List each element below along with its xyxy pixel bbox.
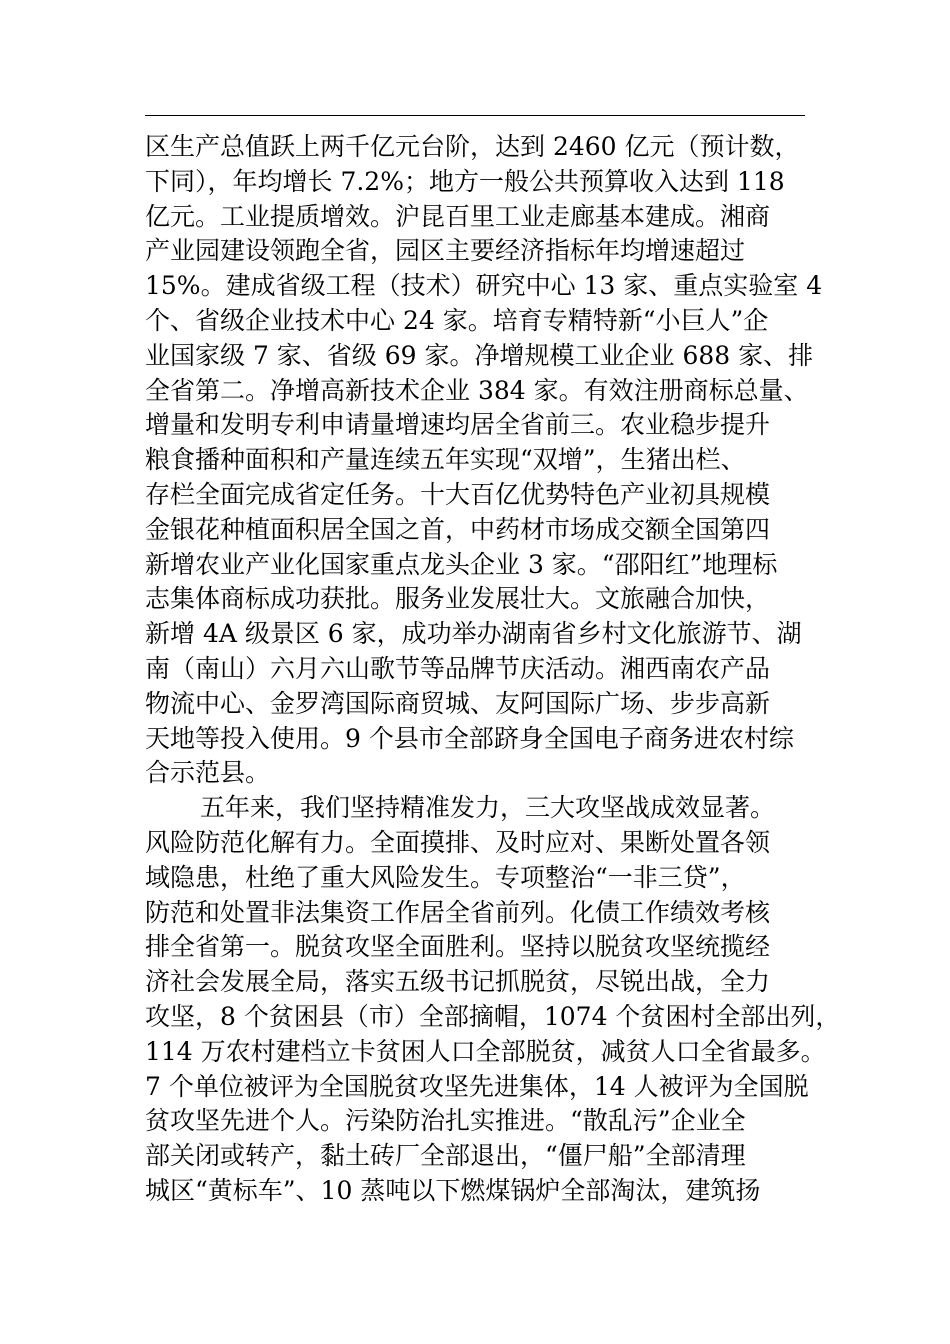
text-line: 排全省第一。脱贫攻坚全面胜利。坚持以脱贫攻坚统揽经	[145, 932, 771, 962]
text-line: 攻坚，8 个贫困县（市）全部摘帽，1074 个贫困村全部出列，	[145, 1001, 841, 1031]
text-line: 7 个单位被评为全国脱贫攻坚先进集体，14 人被评为全国脱	[145, 1071, 809, 1101]
text-line: 下同），年均增长 7.2%；地方一般公共预算收入达到 118	[145, 166, 785, 196]
text-line: 增量和发明专利申请量增速均居全省前三。农业稳步提升	[145, 410, 771, 440]
text-line: 全省第二。净增高新技术企业 384 家。有效注册商标总量、	[145, 375, 809, 405]
text-line: 南（南山）六月六山歌节等品牌节庆活动。湘西南农产品	[145, 653, 771, 683]
text-line: 粮食播种面积和产量连续五年实现“双增”，生猪出栏、	[145, 445, 746, 475]
text-line: 济社会发展全局，落实五级书记抓脱贫，尽锐出战，全力	[145, 967, 771, 997]
text-line: 合示范县。	[145, 758, 271, 788]
header-rule	[145, 115, 805, 116]
paragraph-first-line: 五年来，我们坚持精准发力，三大攻坚战成效显著。	[200, 793, 776, 823]
text-line: 风险防范化解有力。全面摸排、及时应对、果断处置各领	[145, 827, 771, 857]
text-line: 天地等投入使用。9 个县市全部跻身全国电子商务进农村综	[145, 723, 794, 753]
text-line: 物流中心、金罗湾国际商贸城、友阿国际广场、步步高新	[145, 688, 771, 718]
text-line: 个、省级企业技术中心 24 家。培育专精特新“小巨人”企	[145, 305, 769, 335]
text-line: 产业园建设领跑全省，园区主要经济指标年均增速超过	[145, 236, 746, 266]
text-line: 城区“黄标车”、10 蒸吨以下燃煤锅炉全部淘汰，建筑扬	[145, 1175, 761, 1205]
text-line: 新增农业产业化国家重点龙头企业 3 家。“邵阳红”地理标	[145, 549, 778, 579]
text-line: 区生产总值跃上两千亿元台阶，达到 2460 亿元（预计数，	[145, 132, 800, 161]
text-line: 部关闭或转产，黏土砖厂全部退出，“僵尸船”全部清理	[145, 1141, 746, 1171]
body-text	[145, 130, 841, 1209]
text-line: 金银花种植面积居全国之首，中药材市场成交额全国第四	[145, 514, 771, 544]
text-line: 亿元。工业提质增效。沪昆百里工业走廊基本建成。湘商	[145, 201, 771, 231]
text-line: 防范和处置非法集资工作居全省前列。化债工作绩效考核	[145, 897, 771, 927]
text-line: 贫攻坚先进个人。污染防治扎实推进。“散乱污”企业全	[145, 1106, 746, 1136]
text-line: 业国家级 7 家、省级 69 家。净增规模工业企业 688 家、排	[145, 340, 814, 370]
text-line: 域隐患，杜绝了重大风险发生。专项整治“一非三贷”，	[145, 862, 746, 892]
text-line: 新增 4A 级景区 6 家，成功举办湖南省乡村文化旅游节、湖	[145, 619, 802, 649]
text-line: 15%。建成省级工程（技术）研究中心 13 家、重点实验室 4	[145, 271, 823, 301]
text-line: 存栏全面完成省定任务。十大百亿优势特色产业初具规模	[145, 479, 771, 509]
text-line: 114 万农村建档立卡贫困人口全部脱贫，减贫人口全省最多。	[145, 1036, 826, 1066]
text-line: 志集体商标成功获批。服务业发展壮大。文旅融合加快，	[145, 584, 771, 614]
